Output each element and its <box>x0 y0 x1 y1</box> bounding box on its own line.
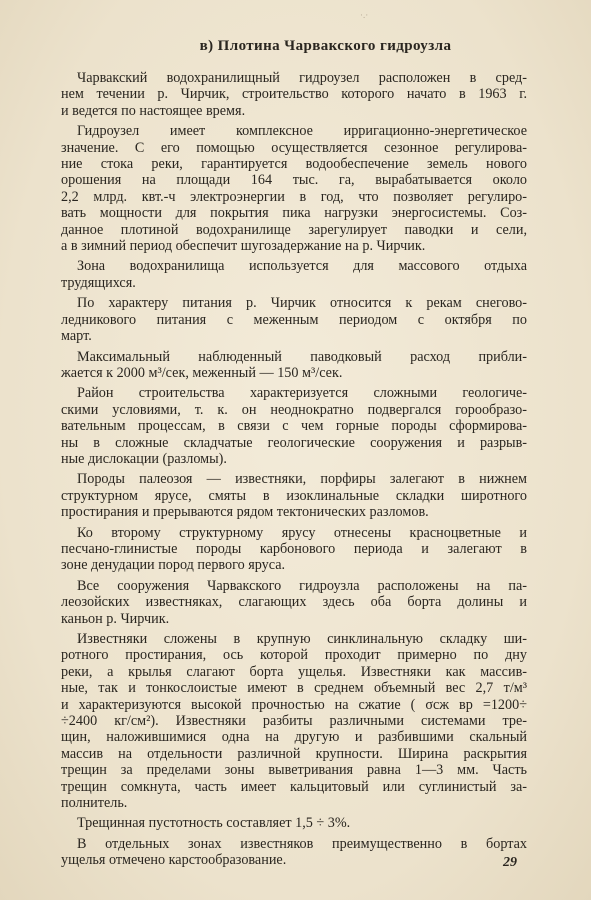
paragraph <box>61 258 527 291</box>
text-line: реки, а крылья слагают борта ущелья. Известняки как массив- <box>61 663 527 680</box>
text-line: 2,2 млрд. квт.-ч электроэнергии в год, что позволяет регулиро- <box>61 188 527 205</box>
page-number: 29 <box>503 855 517 870</box>
text-line: а в зимний период обеспечит шугозадержание на р. Чирчик. <box>61 238 426 255</box>
text-line: Все сооружения Чарвакского гидроузла расположены на па- <box>77 577 527 594</box>
paragraph <box>61 631 527 811</box>
paragraph <box>61 385 527 467</box>
text-line: и ведется по настоящее время. <box>61 102 246 119</box>
text-line: данное плотиной водохранилище зарегулирует паводки и сели, <box>61 221 527 238</box>
text-line: значение. С его помощью осуществляется сезонное регулирова- <box>61 139 527 156</box>
paragraph <box>61 295 527 344</box>
text-line: ние стока реки, гарантируется водообеспечение земель нового <box>61 156 527 173</box>
text-line: каньон р. Чирчик. <box>61 610 170 627</box>
text-line: Ко второму структурному ярусу отнесены красноцветные и <box>77 524 527 541</box>
text-line: трещин за пределами зоны выветривания равна 1—3 мм. Часть <box>61 762 527 779</box>
text-line: трудящихся. <box>61 274 136 291</box>
text-line: песчано-глинистые породы карбонового периода и залегают в <box>61 540 527 557</box>
text-line: ные, так и тонкослоистые имеют в среднем объемный вес 2,7 т/м³ <box>61 680 527 697</box>
paragraph <box>61 70 527 119</box>
text-line: леозойских известняках, слагающих здесь оба борта долины и <box>61 594 527 611</box>
text-line: Максимальный наблюденный паводковый расход прибли- <box>77 348 527 365</box>
text-line: По характеру питания р. Чирчик относится к рекам снегово- <box>77 295 527 312</box>
text-line: Район строительства характеризуется сложными геологиче- <box>77 385 527 402</box>
text-line: Известняки сложены в крупную синклинальную складку ши- <box>77 631 527 647</box>
paragraph <box>61 123 527 254</box>
text-line: скими условиями, т. к. он неоднократно подвергался горообразо- <box>61 401 527 418</box>
paragraph <box>61 471 527 520</box>
text-line: массив на отдельности различной крупности. Ширина раскрытия <box>61 745 527 762</box>
section-heading: в) Плотина Чарвакского гидроузла <box>199 38 452 54</box>
text-line: вательным процессам, в связи с чем горные породы сформирова- <box>61 418 527 435</box>
text-line: щин, наложившимися одна на другую и разбившими скальный <box>61 729 527 746</box>
text-line: вать мощности для покрытия пика нагрузки энергосистемы. Соз- <box>61 205 527 222</box>
paragraph <box>61 349 527 382</box>
paragraph <box>61 525 527 574</box>
text-line: ÷2400 кг/см²). Известняки разбиты различными системами тре- <box>61 713 527 730</box>
text-line: зоне денудации пород первого яруса. <box>61 557 286 574</box>
text-line: полнитель. <box>61 795 128 812</box>
paragraph <box>61 815 527 831</box>
text-line: ротного простирания, ось которой проходит примерно по дну <box>61 647 527 664</box>
text-line: жается к 2000 м³/сек, меженный — 150 м³/сек. <box>61 364 343 381</box>
text-line: структурном ярусе, смяты в изоклинальные складки широтного <box>61 487 527 504</box>
paper-speck: ·.· <box>360 10 369 20</box>
text-line: Трещинная пустотность составляет 1,5 ÷ 3%. <box>77 815 351 832</box>
paragraph <box>61 578 527 627</box>
text-line: простирания и прерываются рядом тектонических разломов. <box>61 504 429 521</box>
text-line: Чарвакский водохранилищный гидроузел расположен в сред- <box>77 70 527 86</box>
text-line: нем течении р. Чирчик, строительство которого начато в 1963 г. <box>61 86 527 103</box>
text-line: ные дислокации (разломы). <box>61 450 227 467</box>
text-line: Гидроузел имеет комплексное ирригационно-энергетическое <box>77 123 527 140</box>
text-line: Зона водохранилища используется для массового отдыха <box>77 258 527 275</box>
text-line: трещин сомкнута, часть имеет кальцитовый или суглинистый за- <box>61 778 527 795</box>
text-line: В отдельных зонах известняков преимущественно в бортах <box>77 835 527 852</box>
text-line: март. <box>61 328 92 345</box>
body-text <box>61 70 527 873</box>
paragraph <box>61 836 527 869</box>
text-line: Породы палеозоя — известняки, порфиры залегают в нижнем <box>77 471 527 488</box>
text-line: орошения на площади 164 тыс. га, вырабатывается около <box>61 172 527 189</box>
text-line: ущелья отмечено карстообразование. <box>61 852 287 869</box>
text-line: ны в сложные складчатые геологические сооружения и разрыв- <box>61 434 527 451</box>
text-line: ледникового питания с меженным периодом с октября по <box>61 311 527 328</box>
text-line: и характеризуются высокой прочностью на сжатие ( σсж вр =1200÷ <box>61 696 527 713</box>
